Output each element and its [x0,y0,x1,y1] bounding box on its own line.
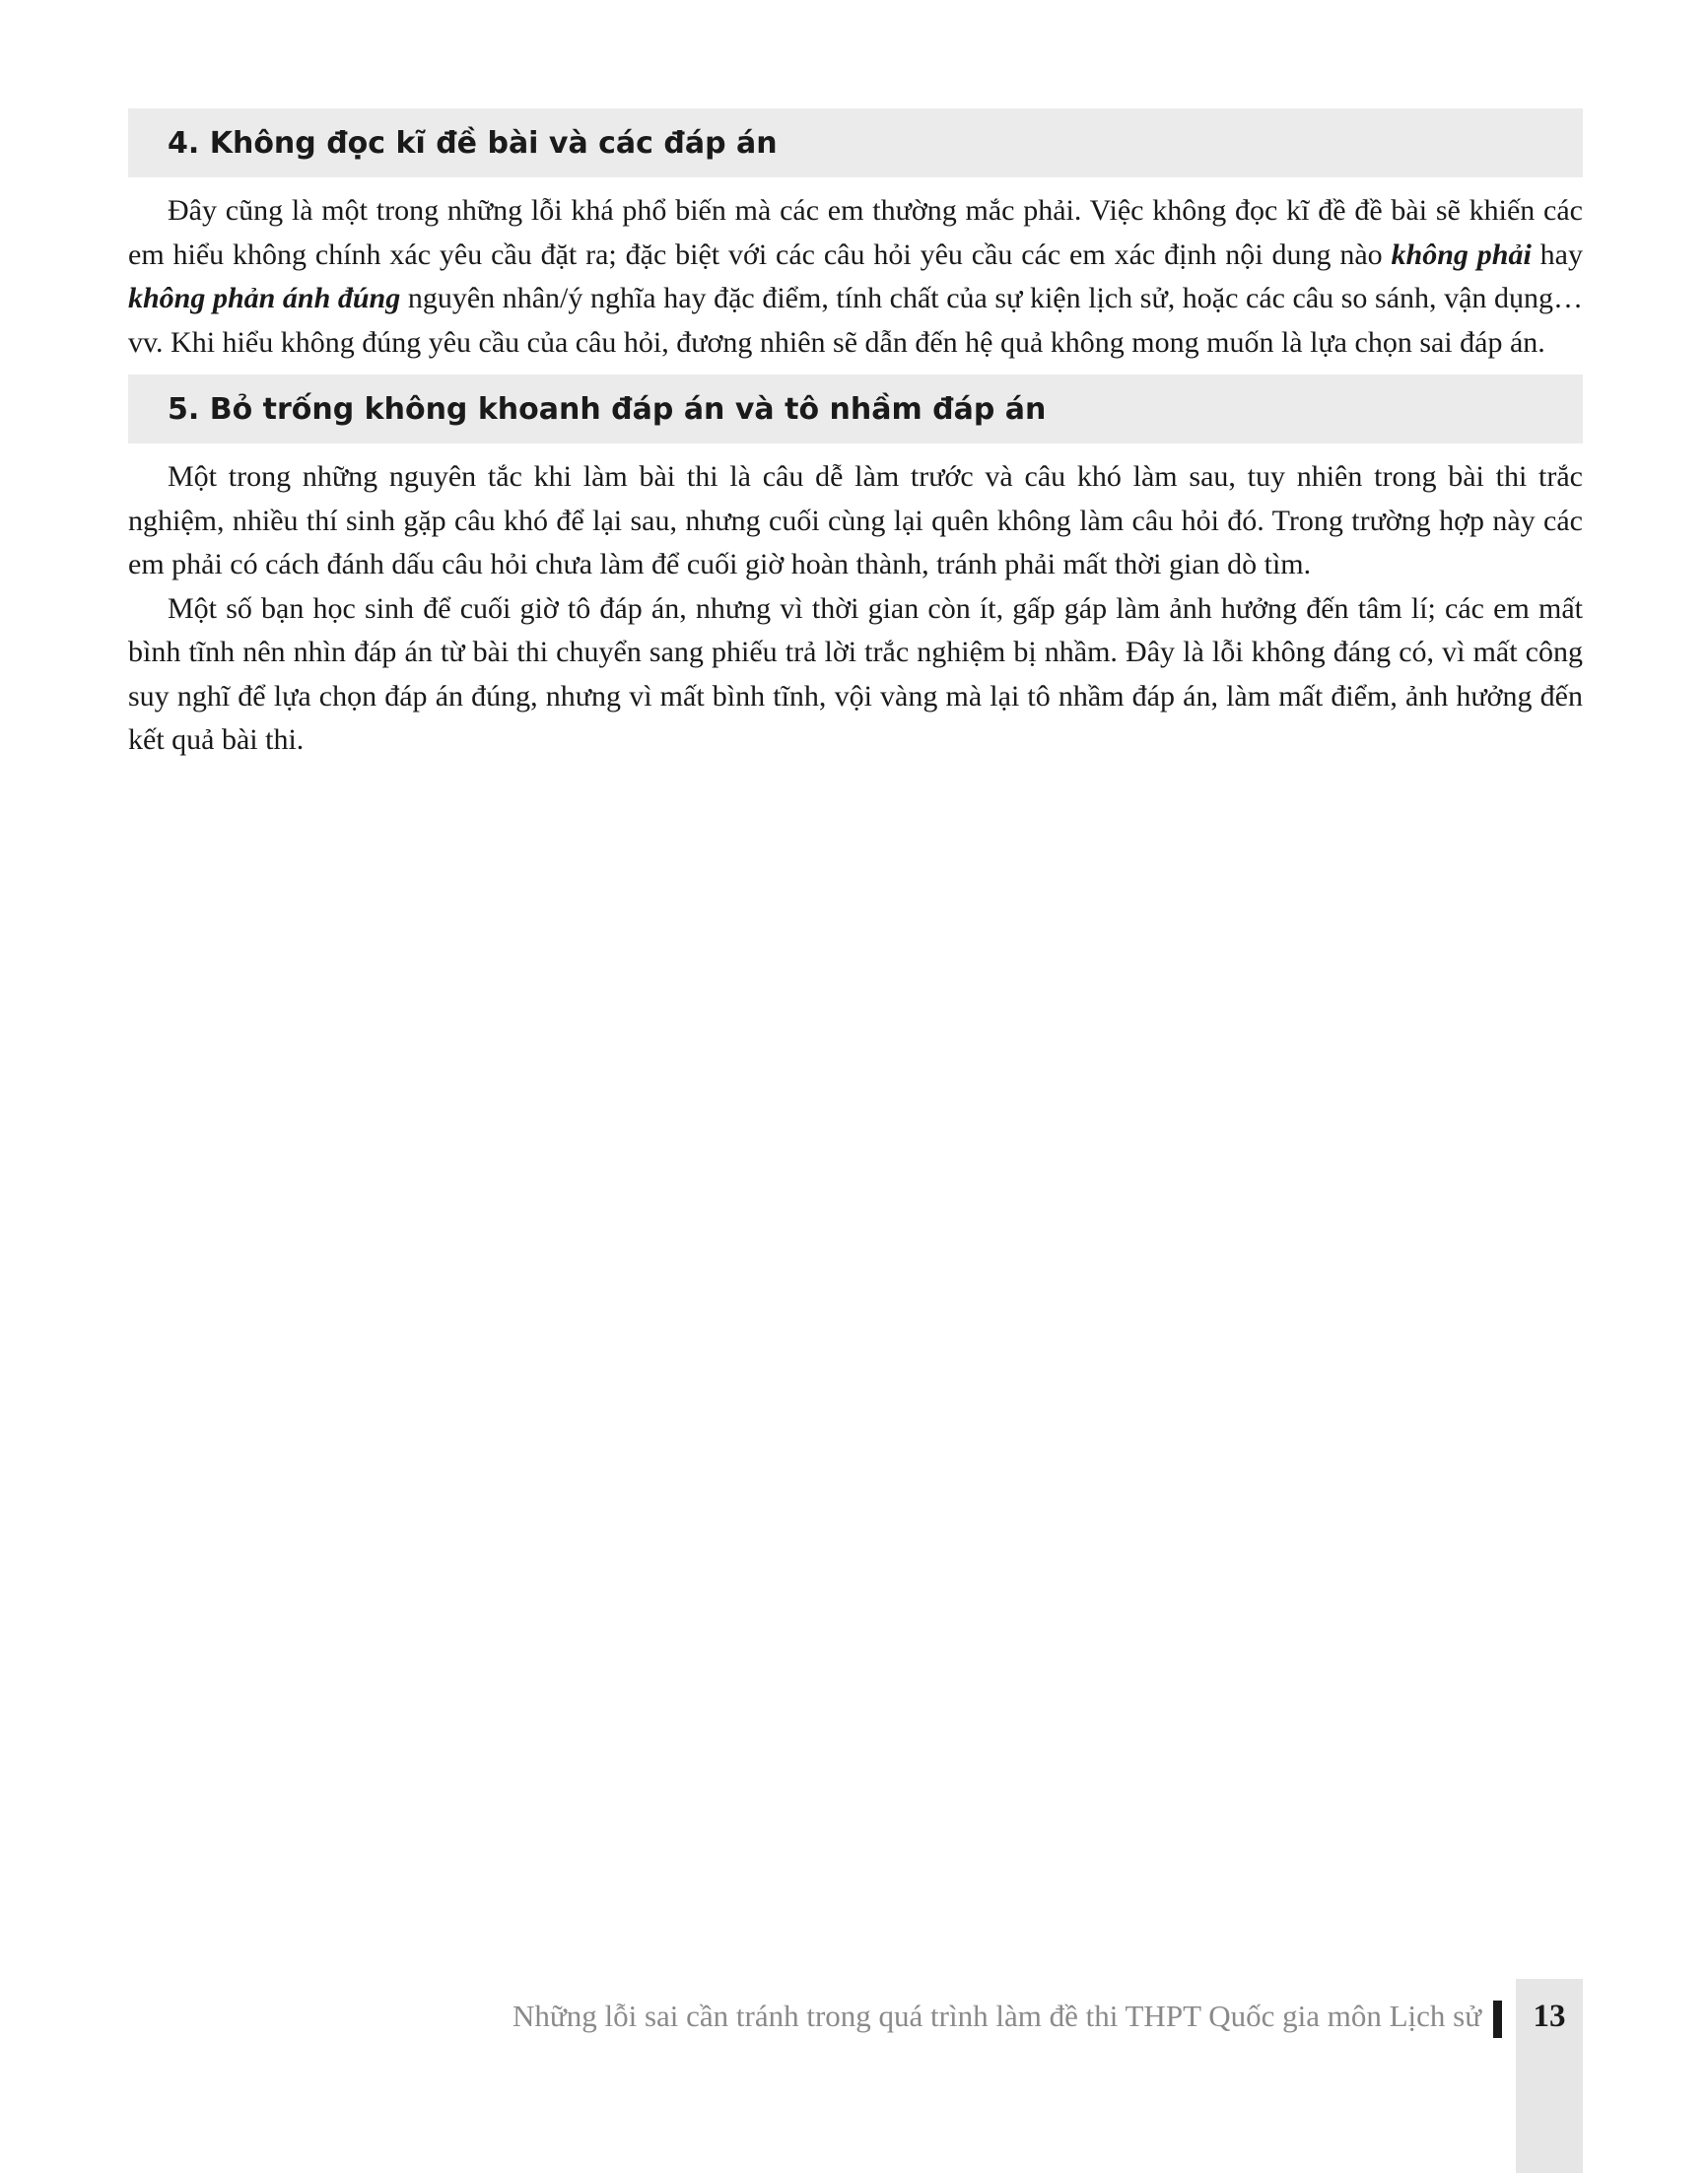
page-content [128,108,1583,773]
paragraph-text: Đây cũng là một trong những lỗi khá phổ biến mà các em thường mắc phải. Việc không đọc kĩ đề đề bài sẽ khiến các em hiểu không chính xác yêu cầu đặt ra; đặc biệt với các câu hỏi yêu cầu các em xác định nội dung nào [128,194,1583,271]
emphasis-text: không phản ánh đúng [128,282,401,314]
page-number: 13 [1533,1999,1566,2034]
footer-book-title: Những lỗi sai cần tránh trong quá trình làm đề thi THPT Quốc gia môn Lịch sử [512,1999,1481,2033]
footer-divider-bar [1493,2001,1502,2038]
emphasis-text: không phải [1391,238,1532,271]
paragraph-text: nguyên nhân/ý nghĩa hay đặc điểm, tính chất của sự kiện lịch sử, hoặc các câu so sánh, vận dụng…vv. Khi hiểu không đúng yêu cầu của câu hỏi, đương nhiên sẽ dẫn đến hệ quả không mong muốn là lựa chọn sai đáp án. [128,282,1583,359]
paragraph: Một số bạn học sinh để cuối giờ tô đáp án, nhưng vì thời gian còn ít, gấp gáp làm ảnh hưởng đến tâm lí; các em mất bình tĩnh nên nhìn đáp án từ bài thi chuyển sang phiếu trả lời trắc nghiệm bị nhầm. Đây là lỗi không đáng có, vì mất công suy nghĩ để lựa chọn đáp án đúng, nhưng vì mất bình tĩnh, vội vàng mà lại tô nhầm đáp án, làm mất điểm, ảnh hưởng đến kết quả bài thi. [128,591,1583,756]
section-heading-4: 4. Không đọc kĩ đề bài và các đáp án [128,108,1583,177]
section-body-5 [128,443,1583,773]
paragraph [128,189,1583,365]
section-body-4 [128,177,1583,374]
paragraph-text: hay [1531,238,1583,271]
paragraph: Một trong những nguyên tắc khi làm bài thi là câu dễ làm trước và câu khó làm sau, tuy nhiên trong bài thi trắc nghiệm, nhiều thí sinh gặp câu khó để lại sau, nhưng cuối cùng lại quên không làm câu hỏi đó. Trong trường hợp này các em phải có cách đánh dấu câu hỏi chưa làm để cuối giờ hoàn thành, tránh phải mất thời gian dò tìm. [128,460,1583,580]
section-heading-5: 5. Bỏ trống không khoanh đáp án và tô nhầm đáp án [128,374,1583,443]
